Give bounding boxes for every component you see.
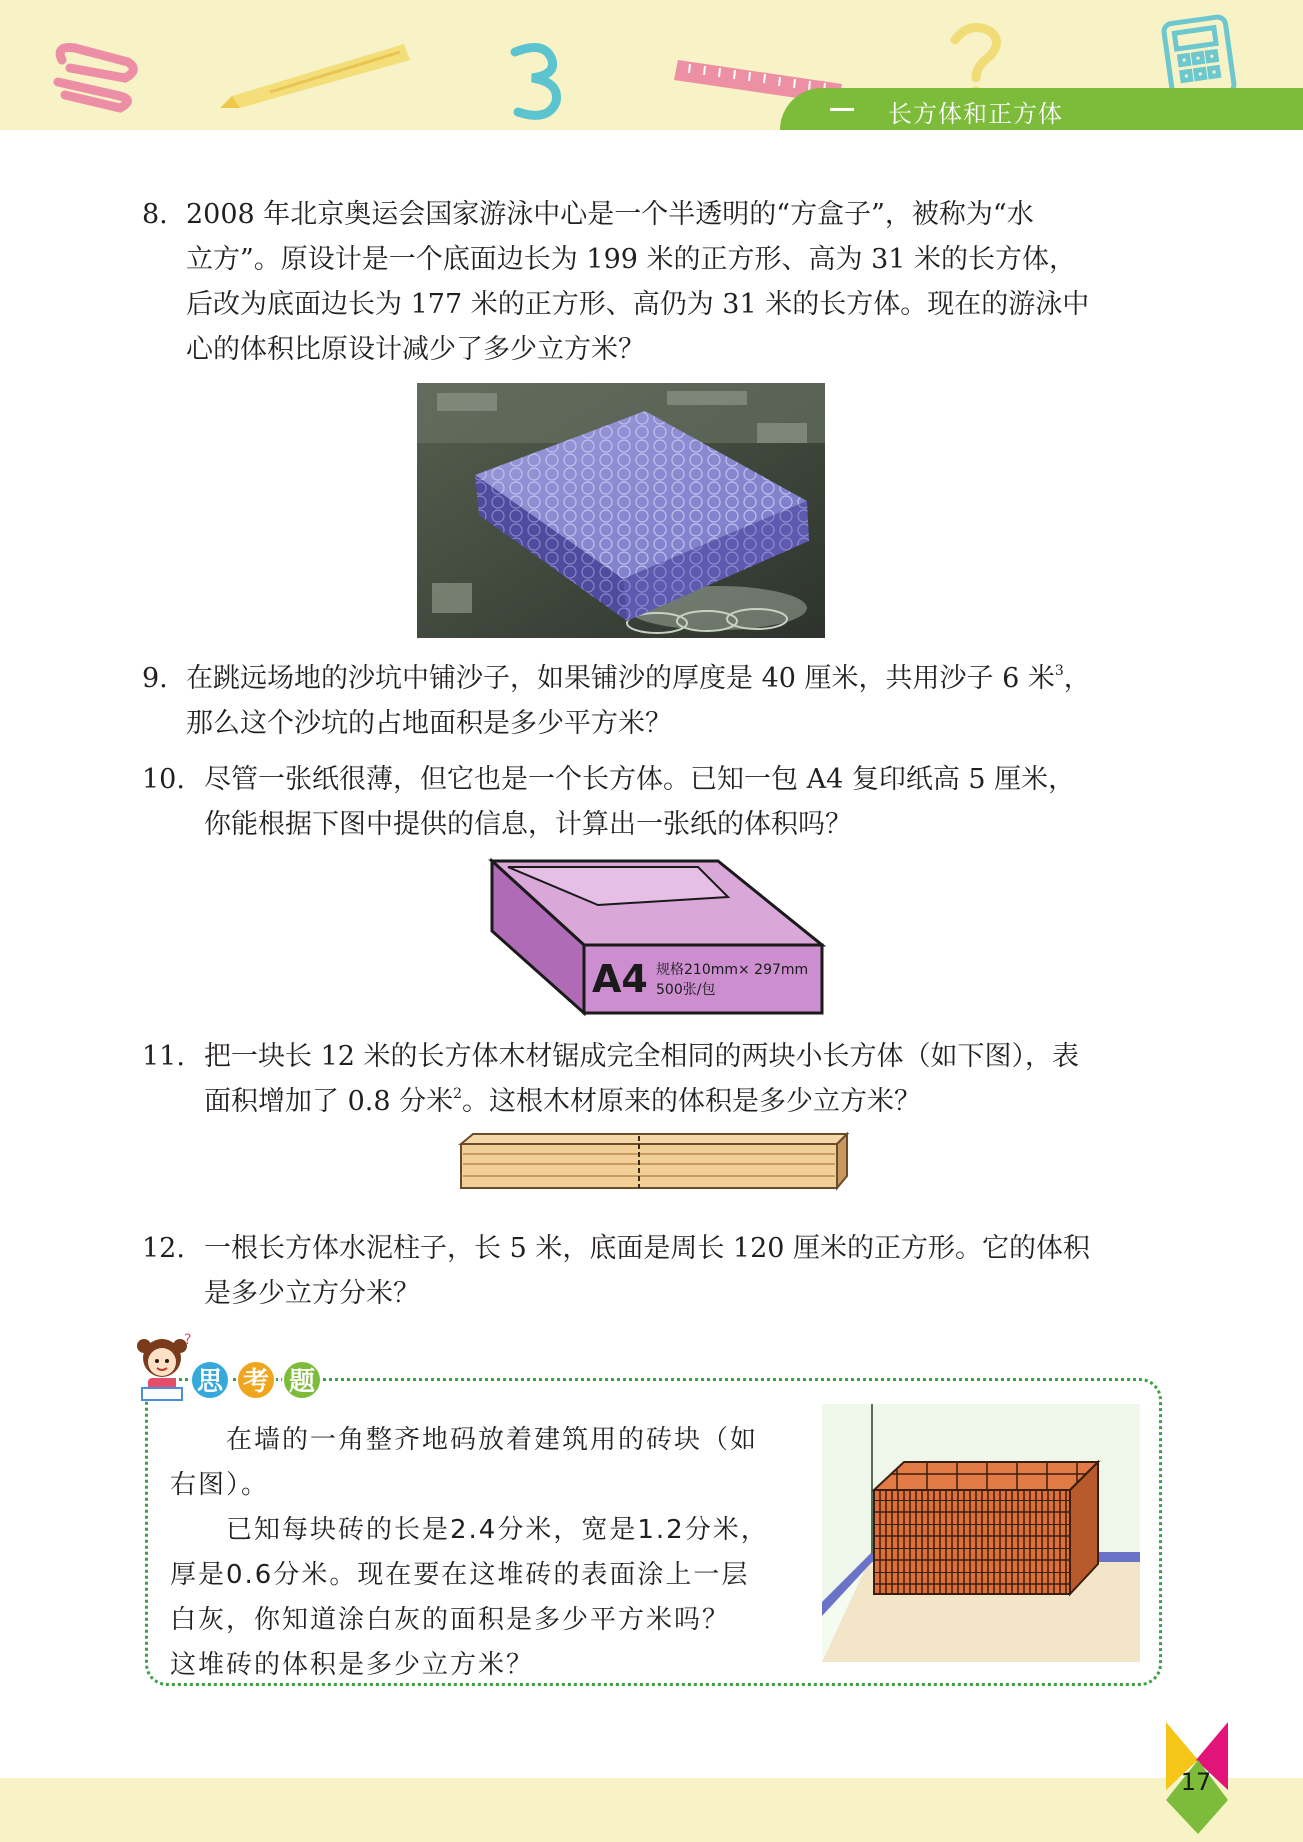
problem-text: 。这根木材原来的体积是多少立方米？ xyxy=(462,1086,922,1117)
question-mark-icon xyxy=(955,28,997,97)
problem-line: 2008 年北京奥运会国家游泳中心是一个半透明的“方盒子”，被称为“水 xyxy=(186,199,1034,230)
problem-line: 尽管一张纸很薄，但它也是一个长方体。已知一包 A4 复印纸高 5 厘米， xyxy=(204,764,1076,795)
brick-stack-figure xyxy=(822,1404,1140,1662)
superscript: 2 xyxy=(453,1086,463,1102)
paperclip-icon xyxy=(58,48,133,109)
number-three-icon xyxy=(515,48,557,116)
think-line: 白灰，你知道涂白灰的面积是多少平方米吗？ xyxy=(170,1605,731,1635)
paper-pack-figure xyxy=(488,857,826,1017)
think-line: 已知每块砖的长是2.4分米，宽是1.2分米， xyxy=(170,1515,769,1545)
problem-text: 面积增加了 0.8 分米 xyxy=(204,1086,454,1117)
question-mark-icon: ? xyxy=(184,1332,192,1348)
pen-icon xyxy=(220,44,410,108)
water-cube-photo xyxy=(417,383,825,638)
paper-pack-count: 500张/包 xyxy=(656,982,716,998)
think-line: 厚是0.6分米。现在要在这堆砖的表面涂上一层 xyxy=(170,1560,750,1590)
problem-12 xyxy=(142,1226,1172,1316)
think-badge-2: 考 xyxy=(236,1360,276,1400)
problem-number: 12. xyxy=(142,1233,185,1264)
problem-text: ， xyxy=(1063,663,1091,694)
problem-line: 心的体积比原设计减少了多少立方米？ xyxy=(186,334,645,365)
chapter-title: 长方体和正方体 xyxy=(888,100,1063,128)
paper-pack-spec: 规格210mm× 297mm xyxy=(656,962,809,978)
problem-text: 在跳远场地的沙坑中铺沙子，如果铺沙的厚度是 40 厘米，共用沙子 6 米 xyxy=(186,663,1055,694)
problem-number: 11. xyxy=(142,1041,185,1072)
think-badge-1: 思 xyxy=(190,1360,230,1400)
wood-plank-figure xyxy=(455,1132,850,1192)
think-line: 在墙的一角整齐地码放着建筑用的砖块（如 xyxy=(170,1425,759,1455)
problem-line xyxy=(186,656,1091,701)
problem-line: 把一块长 12 米的长方体木材锯成完全相同的两块小长方体（如下图），表 xyxy=(204,1041,1080,1072)
think-line: 这堆砖的体积是多少立方米？ xyxy=(170,1650,535,1680)
problem-number: 9. xyxy=(142,663,168,694)
superscript: 3 xyxy=(1054,663,1064,679)
problem-line: 立方”。原设计是一个底面边长为 199 米的正方形、高为 31 米的长方体， xyxy=(186,244,1077,275)
paper-pack-brand: A4 xyxy=(592,957,648,1001)
footer-band xyxy=(0,1778,1303,1842)
problem-number: 10. xyxy=(142,764,185,795)
think-badge-3: 题 xyxy=(282,1360,322,1400)
problem-11 xyxy=(142,1034,1172,1124)
problem-line: 是多少立方分米？ xyxy=(204,1278,420,1309)
problem-9 xyxy=(142,656,1172,746)
girl-mascot-icon xyxy=(128,1332,198,1402)
problem-10 xyxy=(142,757,1172,847)
problem-line: 后改为底面边长为 177 米的正方形、高仍为 31 米的长方体。现在的游泳中 xyxy=(186,289,1090,320)
think-question-text xyxy=(170,1418,810,1688)
problem-line: 一根长方体水泥柱子，长 5 米，底面是周长 120 厘米的正方形。它的体积 xyxy=(204,1233,1091,1264)
problem-number: 8. xyxy=(142,199,168,230)
think-line: 右图）。 xyxy=(170,1470,270,1500)
problem-8 xyxy=(142,192,1172,372)
page-number: 17 xyxy=(1180,1768,1212,1796)
chapter-number-dash xyxy=(830,108,854,111)
problem-line: 你能根据下图中提供的信息，计算出一张纸的体积吗？ xyxy=(204,809,852,840)
chapter-bar xyxy=(780,88,1303,130)
problem-line xyxy=(204,1079,1079,1124)
problem-line: 那么这个沙坑的占地面积是多少平方米？ xyxy=(186,708,672,739)
